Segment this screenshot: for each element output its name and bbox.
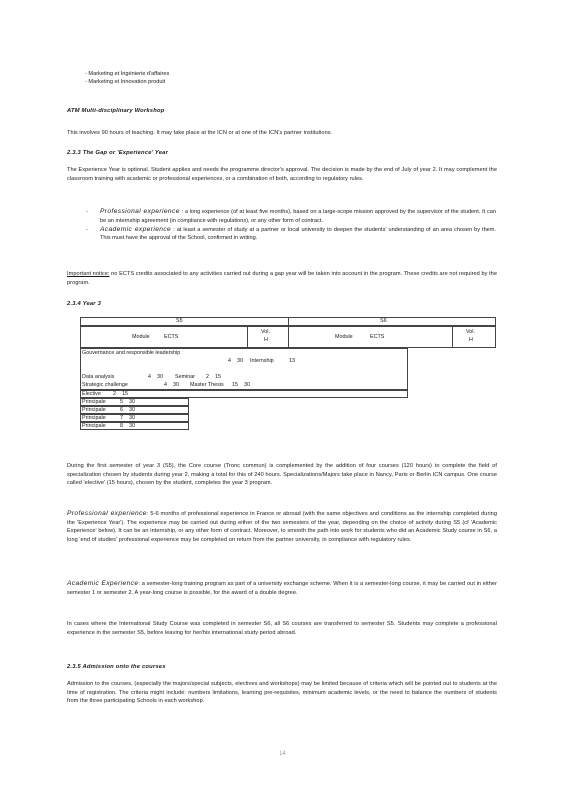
table-cell-module: Data analysis [82,374,115,380]
section-heading-2-3-5: 2.3.5 Admission onto the courses [67,664,166,670]
paragraph-professional-experience [67,510,497,544]
bullet-marker: - [86,226,88,233]
vol-h-header-s6: H [469,337,473,343]
table-cell-vol: 15 [122,391,128,397]
list-item [86,226,496,243]
experience-options-list [86,208,496,243]
vol-h-header: H [264,337,268,343]
table-cell-ects: 7 [120,415,123,421]
bullet-marker: - [86,209,88,215]
column-divider [247,326,248,348]
table-cell-module: Internship [250,358,274,364]
paragraph-text: : 5-6 months of professional experience in France or abroad (with the same objectives and conditions as the internship completed during the 'Experience Year'). The experience may be carried out during either of the two semesters of the year, depending on the choice of activity during S5 (cf 'Academic Experience' below). It can be an internship, or any other form of contract. Moreover, to smooth the path into work for students who did an Academic Study course in S6, a long 'end of studies' professional experience may be completed on return from the partner university, in compliance with regulatory rules. [67,511,497,543]
column-divider [288,326,289,348]
table-cell-vol: 30 [244,382,250,388]
table-cell-vol: 30 [129,399,135,405]
module-header: Module [132,334,150,340]
table-cell-module: Principale [82,399,106,405]
item-lead: Academic experience [100,225,172,233]
list-item: - Marketing et Innovation produit [85,79,166,86]
table-cell-vol: 15 [215,374,221,380]
table-cell-ects: 4 [228,358,231,364]
ects-header: ECTS [164,334,179,340]
table-cell-ects: 8 [120,423,123,429]
table-cell-vol: 30 [129,415,135,421]
column-divider [288,317,289,326]
list-item: - Marketing et Ingénierie d'affaires [85,71,170,77]
table-cell-vol: 30 [157,374,163,380]
ects-header-s6: ECTS [370,334,385,340]
vol-header-s6: Vol. [466,329,475,335]
marketing-bullet-list [85,70,169,87]
table-cell-ects: 2 [206,374,209,380]
table-cell-module: Master Thesis [190,382,224,388]
paragraph-admission: Admission to the courses, (especially the majors/special subjects, electives and workshops) may be limited because of criteria which will be pointed out to students at the time of registration. The criteria might include: numbers limitations, learning pre-requisites, minimum academic levels, or the need to balance the numbers of students from the three participating Schools in each workshop. [67,681,497,705]
table-cell-ects: 6 [120,407,123,413]
paragraph-experience-year: The Experience Year is optional. Student applies and needs the programme director's approval. The decision is made by the end of July of year 2. It may complement the classroom training with academic or professional experiences, or a combination of both, according to regulatory rules. [67,167,497,182]
list-item [86,208,496,225]
table-cell-module: Principale [82,407,106,413]
table-cell-ects: 4 [164,382,167,388]
table-cell-module: Seminar [175,374,196,380]
table-cell-module: Elective [82,391,101,397]
table-cell-vol: 30 [173,382,179,388]
table-cell-module: Strategic challenge [82,382,128,388]
paragraph-text: : a semester-long training program as part of a university exchange scheme. When it is a semester-long course, it may be carried out in either semester 1 or semester 2. A year-long course is possible, for the award of a double degree. [67,581,497,596]
page-number: 14 [279,751,286,757]
important-notice [67,270,497,287]
notice-text: no ECTS credits associated to any activities carried out during a gap year will be taken into account in the program. These credits are not required by the program. [67,271,497,286]
table-cell-module: Gouvernance and responsible leadership [82,350,181,356]
s5-header: S5 [176,318,183,324]
module-header-s6: Module [335,334,353,340]
item-lead: Professional experience [100,208,180,215]
section-heading-2-3-4: 2.3.4 Year 3 [67,301,101,307]
item-text: : a long experience (of at least five months), based on a large-scope mission approved by the supervisor of the student. It can be an internship agreement (in compliance with regulations), or any other form of contract. [100,209,496,224]
s6-header: S6 [380,318,387,324]
section-heading-atm: ATM Multi-disciplinary Workshop [67,108,165,114]
table-cell-ects: 5 [120,399,123,405]
column-divider [452,326,453,348]
paragraph-international-study: In cases where the International Study Course was completed in semester S6, all S6 courses are transferred to semester S5. Students may complete a professional experience in the semester S5, before leaving for her/his international study period abroad. [67,621,497,636]
table-cell-ects: 13 [289,358,295,364]
table-cell-ects: 4 [148,374,151,380]
table-cell-module: Principale [82,415,106,421]
table-cell-module: Principale [82,423,106,429]
section-heading-2-3-3: 2.3.3 The Gap or 'Experience' Year [67,150,169,156]
vol-header: Vol. [261,329,270,335]
paragraph-year3-s5: During the first semester of year 3 (S5), the Core course (Tronc commun) is complemented by the addition of four courses (120 hours) to complete the field of specialization chosen by students during year 2, making a total for this of 240 hours. Specializations/Majors take place in Nancy, Paris or Berlin ICN campus. One course called 'elective' (15 hours), chosen by the student, completes the year 3 program. [67,463,497,487]
table-cell-ects: 15 [232,382,238,388]
table-cell-vol: 30 [129,423,135,429]
paragraph-lead: Academic Experience [67,580,139,587]
table-cell-vol: 30 [237,358,243,364]
paragraph-lead: Professional experience [67,510,147,517]
item-text: : at least a semester of study at a partner or local university to deepen the students' understanding of an area chosen by them. This must have the approval of the School, confirmed in writing. [100,226,497,242]
table-cell-vol: 30 [129,407,135,413]
table-row [80,390,408,398]
paragraph-academic-experience [67,580,497,597]
table-cell-ects: 2 [113,391,116,397]
notice-label: Important notice: [67,271,110,277]
paragraph-atm: This involves 90 hours of teaching. It may take place at the ICN or at one of the ICN's partner institutions. [67,130,333,136]
